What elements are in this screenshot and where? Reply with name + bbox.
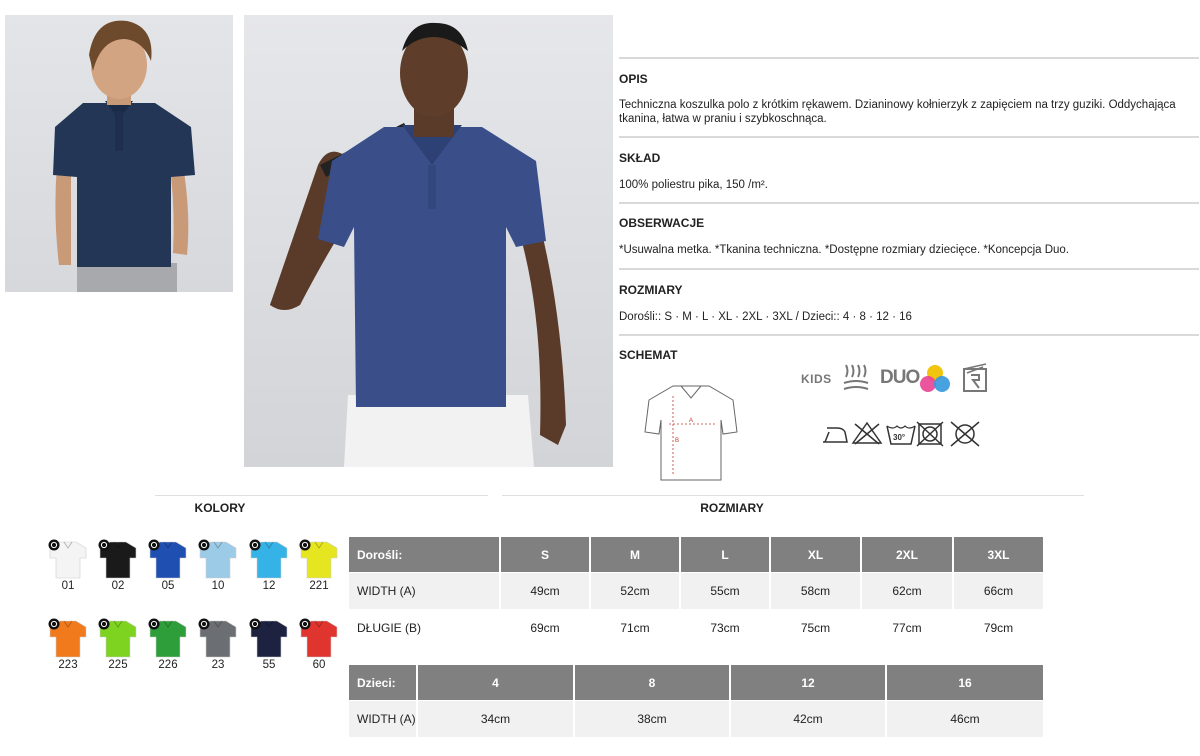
color-code: 12 [262, 580, 276, 592]
row-label: DŁUGIE (B) [357, 621, 422, 635]
obserwacje-title: OBSERWACJE [619, 216, 705, 230]
polo-shirt-icon [98, 617, 138, 659]
size-value: 66cm [954, 573, 1043, 609]
iron-icon [823, 428, 847, 442]
size-value: 46cm [887, 701, 1043, 737]
size-header: 2XL [862, 537, 952, 572]
size-header: 3XL [954, 537, 1043, 572]
color-code: 55 [262, 659, 276, 671]
schemat-title: SCHEMAT [619, 348, 678, 362]
care-symbols [821, 420, 983, 453]
no-bleach-icon [853, 423, 881, 444]
row-label: WIDTH (A) [349, 573, 499, 609]
duo-icon: DUO [880, 367, 920, 388]
color-swatch[interactable] [198, 538, 238, 596]
size-value: 77cm [892, 621, 922, 635]
size-value: 34cm [418, 701, 573, 737]
quick-dry-icon [842, 363, 870, 398]
color-swatch[interactable] [198, 617, 238, 675]
color-swatch[interactable] [299, 538, 339, 596]
color-code: 223 [58, 659, 78, 671]
adult-model-photo [244, 15, 613, 467]
color-code: 23 [211, 659, 225, 671]
color-swatch[interactable] [98, 617, 138, 675]
size-value: 71cm [620, 621, 650, 635]
polo-shirt-icon [148, 617, 188, 659]
size-header: S [501, 537, 589, 572]
size-value: 69cm [530, 621, 560, 635]
size-header: 8 [575, 665, 729, 700]
divider [619, 57, 1199, 59]
polo-shirt-icon [299, 538, 339, 580]
size-value: 79cm [983, 621, 1014, 635]
polo-schematic [643, 380, 739, 482]
table-header-label: Dzieci: [349, 665, 416, 700]
obserwacje-text: *Usuwalna metka. *Tkanina techniczna. *Dostępne rozmiary dziecięce. *Koncepcja Duo. [619, 244, 1070, 256]
removable-label-icon [961, 363, 989, 398]
kid-model-photo [5, 15, 233, 292]
size-value: 75cm [800, 621, 831, 635]
color-code: 60 [312, 659, 326, 671]
size-header: 12 [731, 665, 885, 700]
polo-shirt-icon [249, 538, 289, 580]
color-swatch[interactable] [98, 538, 138, 596]
size-header: XL [771, 537, 860, 572]
divider [619, 334, 1199, 336]
no-dry-clean-icon [951, 422, 979, 446]
polo-shirt-icon [48, 538, 88, 580]
color-swatch[interactable] [299, 617, 339, 675]
color-code: 225 [108, 659, 128, 671]
divider [619, 202, 1199, 204]
polo-shirt-icon [98, 538, 138, 580]
divider [619, 136, 1199, 138]
size-value: 62cm [862, 573, 952, 609]
rozmiary-text: Dorośli:: S · M · L · XL · 2XL · 3XL / Dzieci:: 4 · 8 · 12 · 16 [619, 311, 912, 323]
color-swatch[interactable] [48, 617, 88, 675]
size-header: M [591, 537, 679, 572]
polo-shirt-icon [198, 538, 238, 580]
colors-title: KOLORY [194, 501, 246, 515]
wash-temperature: 30° [893, 433, 906, 442]
opis-title: OPIS [619, 72, 648, 86]
sizes-title: ROZMIARY [700, 501, 764, 515]
color-swatch[interactable] [249, 538, 289, 596]
size-header: L [681, 537, 769, 572]
color-code: 221 [309, 580, 329, 592]
size-header: 16 [887, 665, 1043, 700]
size-value: 73cm [710, 621, 740, 635]
divider [155, 495, 488, 496]
divider [619, 268, 1199, 270]
color-swatch[interactable] [249, 617, 289, 675]
color-swatch[interactable] [148, 617, 188, 675]
color-code: 01 [61, 580, 75, 592]
color-concept-icon [918, 363, 952, 400]
color-swatch[interactable] [148, 538, 188, 596]
wash-30-icon [887, 426, 915, 444]
color-code: 226 [158, 659, 178, 671]
polo-shirt-icon [198, 617, 238, 659]
color-code: 05 [161, 580, 175, 592]
size-value: 52cm [591, 573, 679, 609]
dimension-a-label: A [689, 418, 694, 424]
sklad-text: 100% poliestru pika, 150 /m². [619, 179, 768, 191]
opis-text: Techniczna koszulka polo z krótkim rękawem. Dzianinowy kołnierzyk z zapięciem na trzy guziki. Oddychająca tkanina, łatwa w praniu i szybkoschnąca. [619, 99, 1176, 125]
kids-icon: KIDS [801, 372, 832, 386]
table-header-label: Dorośli: [349, 537, 499, 572]
size-value: 38cm [575, 701, 729, 737]
polo-shirt-icon [249, 617, 289, 659]
color-code: 02 [111, 580, 125, 592]
size-value: 42cm [731, 701, 885, 737]
rozmiary-title: ROZMIARY [619, 283, 683, 297]
sklad-title: SKŁAD [619, 151, 661, 165]
size-value: 55cm [681, 573, 769, 609]
polo-shirt-icon [148, 538, 188, 580]
polo-shirt-icon [299, 617, 339, 659]
color-swatch[interactable] [48, 538, 88, 596]
size-value: 58cm [771, 573, 860, 609]
polo-shirt-icon [48, 617, 88, 659]
size-value: 49cm [501, 573, 589, 609]
color-code: 10 [211, 580, 225, 592]
size-header: 4 [418, 665, 573, 700]
divider [502, 495, 1084, 496]
no-tumble-dry-icon [917, 422, 943, 446]
dimension-b-label: B [675, 438, 680, 444]
row-label: WIDTH (A) [349, 701, 416, 737]
